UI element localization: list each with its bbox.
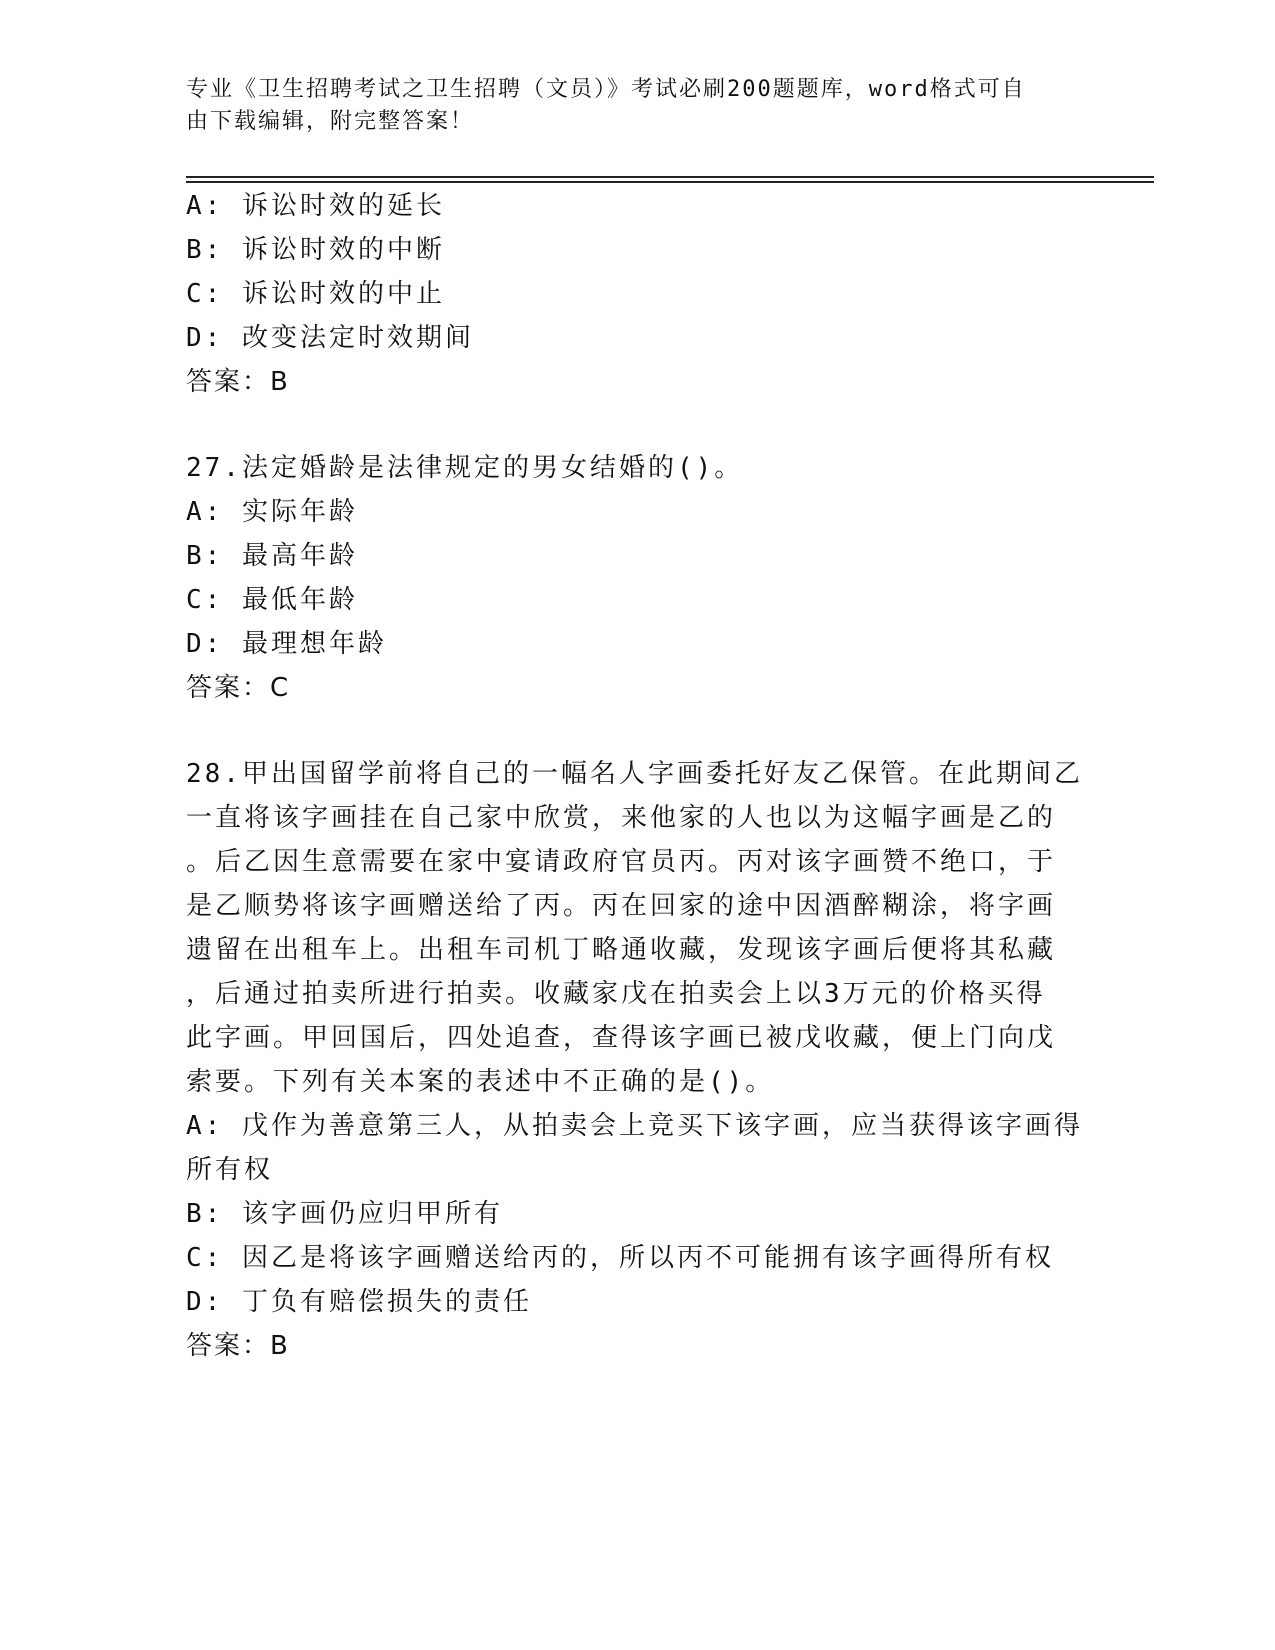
- q28-answer: 答案：B: [186, 1331, 290, 1361]
- q28-question-line: 。后乙因生意需要在家中宴请政府官员丙。丙对该字画赞不绝口，于: [186, 847, 1057, 877]
- header-line-1: 专业《卫生招聘考试之卫生招聘（文员）》考试必刷200题题库，word格式可自: [186, 77, 1026, 102]
- q28-option-d: D: 丁负有赔偿损失的责任: [186, 1287, 532, 1317]
- header-line-2: 由下载编辑，附完整答案！: [186, 109, 475, 134]
- q28-option-b: B: 该字画仍应归甲所有: [186, 1199, 503, 1229]
- q28-question-line: 是乙顺势将该字画赠送给了丙。丙在回家的途中因酒醉糊涂，将字画: [186, 891, 1057, 921]
- q27-question: 27.法定婚龄是法律规定的男女结婚的()。: [186, 453, 744, 483]
- q28-question-line: 28.甲出国留学前将自己的一幅名人字画委托好友乙保管。在此期间乙: [186, 759, 1083, 789]
- q28-question-line: 索要。下列有关本案的表述中不正确的是()。: [186, 1067, 775, 1097]
- q28-question-line: ，后通过拍卖所进行拍卖。收藏家戊在拍卖会上以3万元的价格买得: [186, 979, 1046, 1009]
- q26-option-b: B: 诉讼时效的中断: [186, 235, 445, 265]
- q28-option-c: C: 因乙是将该字画赠送给丙的，所以丙不可能拥有该字画得所有权: [186, 1243, 1054, 1273]
- q28-question-line: 此字画。甲回国后，四处追查，查得该字画已被戊收藏，便上门向戊: [186, 1023, 1057, 1053]
- q28-question-line: 一直将该字画挂在自己家中欣赏，来他家的人也以为这幅字画是乙的: [186, 803, 1057, 833]
- document-header: [186, 74, 1066, 138]
- q27-option-d: D: 最理想年龄: [186, 629, 387, 659]
- q27-option-c: C: 最低年龄: [186, 585, 358, 615]
- q26-option-a: A: 诉讼时效的延长: [186, 191, 445, 221]
- q27-option-a: A: 实际年龄: [186, 497, 358, 527]
- q26-option-c: C: 诉讼时效的中止: [186, 279, 445, 309]
- q26-answer: 答案：B: [186, 367, 290, 397]
- q27-option-b: B: 最高年龄: [186, 541, 358, 571]
- header-divider-top: [186, 176, 1154, 178]
- header-divider-bottom: [186, 181, 1154, 183]
- q28-option-a: A: 戊作为善意第三人，从拍卖会上竞买下该字画，应当获得该字画得: [186, 1111, 1083, 1141]
- q27-answer: 答案：C: [186, 673, 291, 703]
- q28-option-a-continued: 所有权: [186, 1155, 274, 1185]
- q26-option-d: D: 改变法定时效期间: [186, 323, 474, 353]
- q28-question-line: 遗留在出租车上。出租车司机丁略通收藏，发现该字画后便将其私藏: [186, 935, 1057, 965]
